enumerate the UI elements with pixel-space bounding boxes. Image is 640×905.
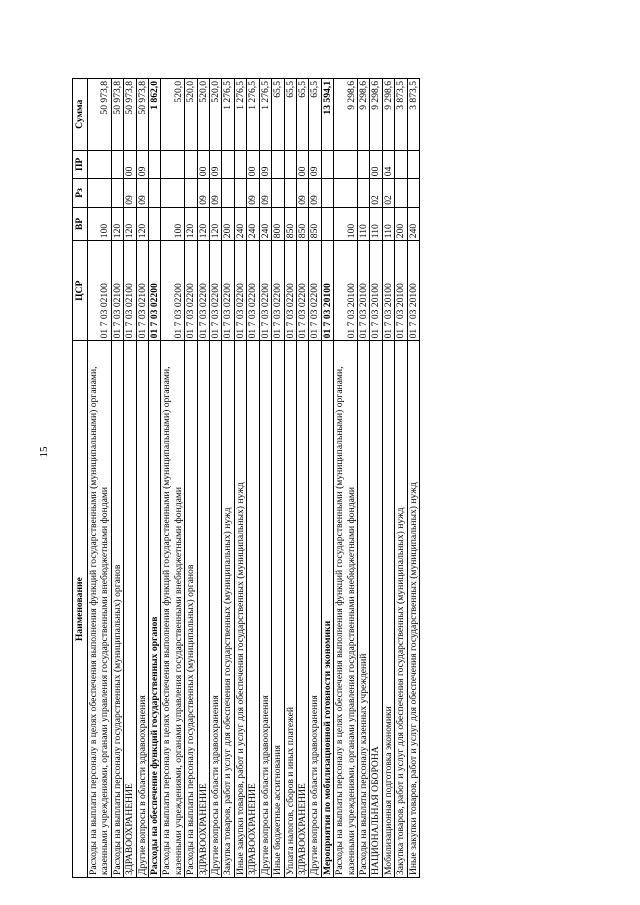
cell-vr: 110	[370, 207, 382, 240]
table-body	[88, 79, 420, 878]
cell-rz: 02	[370, 179, 382, 208]
cell-vr: 850	[309, 207, 321, 240]
cell-sum: 1 276,5	[222, 79, 234, 151]
cell-rz	[272, 179, 284, 208]
cell-sum: 65,5	[309, 79, 321, 151]
cell-name: Расходы на выплаты персоналу государственных (муниципальных) органов	[111, 341, 123, 878]
cell-csr: 01 7 03 02200	[222, 241, 234, 341]
table-row	[370, 79, 382, 878]
table-row	[309, 79, 321, 878]
cell-csr: 01 7 03 20100	[407, 241, 419, 341]
table-row	[185, 79, 197, 878]
rotated-table-container	[72, 78, 630, 878]
cell-name: Другие вопросы в области здравоохранения	[309, 341, 321, 878]
cell-csr: 01 7 03 20100	[382, 241, 394, 341]
cell-sum: 3 873,5	[407, 79, 419, 151]
cell-vr: 120	[136, 207, 148, 240]
cell-csr: 01 7 03 02100	[136, 241, 148, 341]
cell-name: ЗДРАВООХРАНЕНИЕ	[296, 341, 308, 878]
cell-rz	[284, 179, 296, 208]
cell-csr: 01 7 03 02200	[259, 241, 271, 341]
header-rz: Рз	[73, 179, 88, 208]
cell-csr: 01 7 03 02200	[185, 241, 197, 341]
header-pr: ПР	[73, 150, 88, 179]
cell-vr: 120	[185, 207, 197, 240]
cell-pr	[284, 150, 296, 179]
cell-pr: 00	[197, 150, 209, 179]
cell-sum: 1 276,5	[247, 79, 259, 151]
cell-csr: 01 7 03 02200	[296, 241, 308, 341]
table-row	[334, 79, 358, 878]
cell-rz	[185, 179, 197, 208]
table-row	[111, 79, 123, 878]
cell-pr: 00	[247, 150, 259, 179]
cell-name: Мобилизационная подготовка экономики	[382, 341, 394, 878]
cell-name: Иные закупки товаров, работ и услуг для обеспечения государственных (муниципальных) нужд	[234, 341, 246, 878]
cell-name: НАЦИОНАЛЬНАЯ ОБОРОНА	[370, 341, 382, 878]
cell-csr: 01 7 03 02200	[247, 241, 259, 341]
cell-name: Расходы на обеспечение функций государственных органов	[149, 341, 161, 878]
cell-pr	[88, 150, 112, 179]
cell-csr: 01 7 03 02200	[272, 241, 284, 341]
table-row	[382, 79, 394, 878]
table-row	[321, 79, 333, 878]
cell-csr: 01 7 03 02200	[149, 241, 161, 341]
cell-rz	[321, 179, 333, 208]
table-row	[259, 79, 271, 878]
cell-rz: 09	[197, 179, 209, 208]
cell-vr	[149, 207, 161, 240]
cell-pr	[334, 150, 358, 179]
cell-pr	[111, 150, 123, 179]
cell-sum: 520,0	[185, 79, 197, 151]
table-row	[161, 79, 185, 878]
cell-csr: 01 7 03 20100	[334, 241, 358, 341]
cell-rz	[149, 179, 161, 208]
cell-sum: 65,5	[272, 79, 284, 151]
cell-vr: 120	[210, 207, 222, 240]
table-row	[88, 79, 112, 878]
cell-rz: 09	[296, 179, 308, 208]
cell-pr	[222, 150, 234, 179]
cell-rz: 09	[136, 179, 148, 208]
cell-name: Закупка товаров, работ и услуг для обеспечения государственных (муниципальных) нужд	[395, 341, 407, 878]
cell-sum: 50 973,8	[88, 79, 112, 151]
cell-csr: 01 7 03 02100	[124, 241, 136, 341]
cell-vr: 240	[247, 207, 259, 240]
cell-vr: 240	[259, 207, 271, 240]
table-row	[284, 79, 296, 878]
cell-name: Иные закупки товаров, работ и услуг для обеспечения государственных (муниципальных) нужд	[407, 341, 419, 878]
cell-pr	[149, 150, 161, 179]
cell-vr: 240	[234, 207, 246, 240]
cell-sum: 65,5	[296, 79, 308, 151]
cell-name: Расходы на выплаты персоналу в целях обеспечения выполнения функций государственными (муниципальными) органами, казенными учреждениями, органами управления государственными внебюджетными фондами	[334, 341, 358, 878]
table-row	[247, 79, 259, 878]
cell-pr: 09	[259, 150, 271, 179]
cell-pr: 00	[124, 150, 136, 179]
cell-csr: 01 7 03 02200	[197, 241, 209, 341]
table-row	[272, 79, 284, 878]
cell-pr: 00	[370, 150, 382, 179]
cell-sum: 13 594,1	[321, 79, 333, 151]
cell-rz	[222, 179, 234, 208]
cell-name: Закупка товаров, работ и услуг для обеспечения государственных (муниципальных) нужд	[222, 341, 234, 878]
cell-vr: 100	[334, 207, 358, 240]
cell-vr: 120	[111, 207, 123, 240]
cell-rz	[111, 179, 123, 208]
cell-name: Расходы на выплаты персоналу в целях обеспечения выполнения функций государственными (муниципальными) органами, казенными учреждениями, органами управления государственными внебюджетными фондами	[88, 341, 112, 878]
cell-name: ЗДРАВООХРАНЕНИЕ	[124, 341, 136, 878]
cell-pr	[185, 150, 197, 179]
cell-rz: 09	[309, 179, 321, 208]
cell-rz	[407, 179, 419, 208]
cell-csr: 01 7 03 02200	[234, 241, 246, 341]
cell-rz	[334, 179, 358, 208]
cell-rz: 09	[259, 179, 271, 208]
cell-sum: 520,0	[161, 79, 185, 151]
cell-sum: 9 298,6	[382, 79, 394, 151]
cell-pr: 09	[309, 150, 321, 179]
cell-name: Расходы на выплаты персоналу в целях обеспечения выполнения функций государственными (муниципальными) органами, казенными учреждениями, органами управления государственными внебюджетными фондами	[161, 341, 185, 878]
table-row	[210, 79, 222, 878]
cell-name: Расходы на выплаты персоналу государственных (муниципальных) органов	[185, 341, 197, 878]
cell-sum: 50 973,8	[111, 79, 123, 151]
cell-name: Другие вопросы в области здравоохранения	[259, 341, 271, 878]
cell-pr: 09	[136, 150, 148, 179]
cell-pr	[395, 150, 407, 179]
cell-vr: 800	[272, 207, 284, 240]
table-row	[395, 79, 407, 878]
cell-pr	[234, 150, 246, 179]
cell-sum: 520,0	[197, 79, 209, 151]
cell-rz: 09	[124, 179, 136, 208]
table-row	[234, 79, 246, 878]
cell-pr: 04	[382, 150, 394, 179]
cell-vr: 850	[296, 207, 308, 240]
cell-rz: 09	[210, 179, 222, 208]
page-number: 15	[38, 446, 50, 458]
cell-csr: 01 7 03 02200	[309, 241, 321, 341]
cell-sum: 50 973,8	[136, 79, 148, 151]
cell-csr: 01 7 03 20100	[321, 241, 333, 341]
cell-vr: 850	[284, 207, 296, 240]
cell-vr	[321, 207, 333, 240]
cell-sum: 1 276,5	[234, 79, 246, 151]
header-row	[73, 79, 88, 878]
cell-pr	[407, 150, 419, 179]
cell-name: Мероприятия по мобилизационной готовности экономики	[321, 341, 333, 878]
cell-name: Другие вопросы в области здравоохранения	[210, 341, 222, 878]
cell-sum: 9 298,6	[370, 79, 382, 151]
cell-csr: 01 7 03 02100	[111, 241, 123, 341]
table-row	[296, 79, 308, 878]
cell-name: Расходы на выплаты персоналу казенных учреждений	[357, 341, 369, 878]
cell-vr: 100	[161, 207, 185, 240]
header-vr: ВР	[73, 207, 88, 240]
cell-sum: 65,5	[284, 79, 296, 151]
budget-table	[72, 78, 420, 878]
cell-csr: 01 7 03 02100	[88, 241, 112, 341]
cell-csr: 01 7 03 20100	[357, 241, 369, 341]
header-name: Наименование	[73, 341, 88, 878]
cell-rz: 02	[382, 179, 394, 208]
cell-pr	[272, 150, 284, 179]
cell-pr	[161, 150, 185, 179]
cell-rz	[88, 179, 112, 208]
cell-pr: 00	[296, 150, 308, 179]
cell-csr: 01 7 03 20100	[395, 241, 407, 341]
table-header	[73, 79, 88, 878]
header-csr: ЦСР	[73, 241, 88, 341]
cell-sum: 1 862,0	[149, 79, 161, 151]
cell-sum: 520,0	[210, 79, 222, 151]
cell-name: Уплата налогов, сборов и иных платежей	[284, 341, 296, 878]
header-sum: Сумма	[73, 79, 88, 151]
cell-rz	[395, 179, 407, 208]
cell-sum: 3 873,5	[395, 79, 407, 151]
table-row	[357, 79, 369, 878]
table-row	[407, 79, 419, 878]
cell-pr	[357, 150, 369, 179]
cell-name: ЗДРАВООХРАНЕНИЕ	[197, 341, 209, 878]
cell-pr	[321, 150, 333, 179]
cell-rz	[161, 179, 185, 208]
cell-vr: 120	[197, 207, 209, 240]
cell-rz: 09	[247, 179, 259, 208]
cell-csr: 01 7 03 20100	[370, 241, 382, 341]
cell-name: Другие вопросы в области здравоохранения	[136, 341, 148, 878]
cell-rz	[234, 179, 246, 208]
table-row	[222, 79, 234, 878]
cell-vr: 120	[124, 207, 136, 240]
cell-vr: 110	[357, 207, 369, 240]
cell-sum: 9 298,6	[334, 79, 358, 151]
table-row	[124, 79, 136, 878]
cell-vr: 110	[382, 207, 394, 240]
table-row	[197, 79, 209, 878]
table-row	[136, 79, 148, 878]
cell-pr: 09	[210, 150, 222, 179]
table-row	[149, 79, 161, 878]
cell-csr: 01 7 03 02200	[161, 241, 185, 341]
cell-name: Иные бюджетные ассигнования	[272, 341, 284, 878]
cell-sum: 50 973,8	[124, 79, 136, 151]
cell-csr: 01 7 03 02200	[284, 241, 296, 341]
cell-vr: 200	[395, 207, 407, 240]
cell-name: ЗДРАВООХРАНЕНИЕ	[247, 341, 259, 878]
cell-rz	[357, 179, 369, 208]
cell-vr: 100	[88, 207, 112, 240]
cell-vr: 200	[222, 207, 234, 240]
cell-vr: 240	[407, 207, 419, 240]
cell-sum: 1 276,5	[259, 79, 271, 151]
cell-sum: 9 298,6	[357, 79, 369, 151]
cell-csr: 01 7 03 02200	[210, 241, 222, 341]
